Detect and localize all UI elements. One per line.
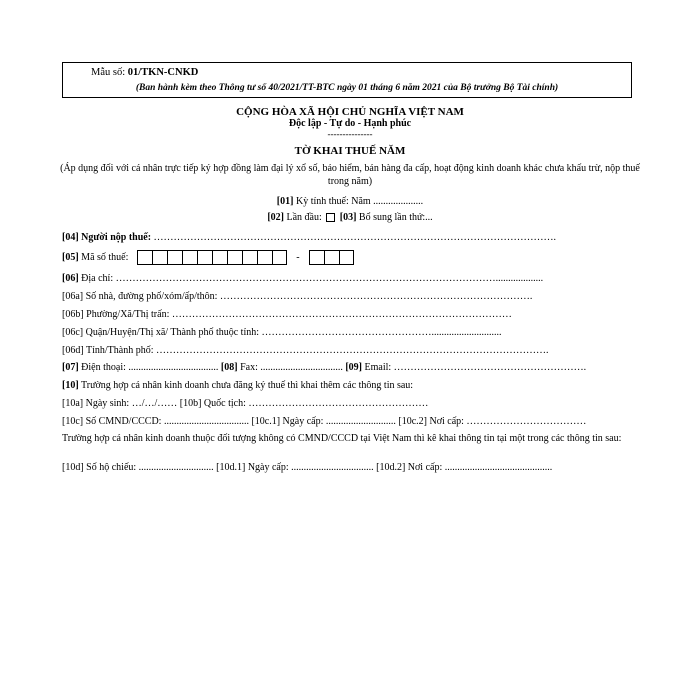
field-07-09: [62, 362, 586, 373]
field-06-code: [06]: [62, 273, 79, 284]
field-06: [62, 273, 543, 284]
field-09-code: [09]: [345, 362, 363, 373]
field-03-text[interactable]: Bổ sung lần thứ:...: [356, 212, 433, 223]
tax-code-digit-box[interactable]: [167, 250, 182, 265]
field-06-text[interactable]: Địa chỉ: ……………………………………………………………………………………………………...................: [78, 273, 544, 284]
field-01-code: [01]: [276, 196, 294, 207]
field-05-label: Mã số thuế:: [78, 251, 129, 263]
field-06c[interactable]: [06c] Quận/Huyện/Thị xã/ Thành phố thuộc tỉnh: ……………………………………………............................: [62, 327, 502, 338]
field-06a[interactable]: [06a] Số nhà, đường phố/xóm/ấp/thôn: ………………………………………………………………………………….: [62, 291, 533, 302]
field-04-label: [04] Người nộp thuế:: [62, 232, 152, 243]
field-10-code: [10]: [62, 380, 79, 391]
field-02-text: Lần đầu:: [283, 212, 325, 223]
form-code-value: 01/TKN-CNKD: [127, 67, 199, 78]
tax-code-digit-box[interactable]: [242, 250, 257, 265]
tax-code-boxes[interactable]: [137, 250, 287, 265]
tax-code-digit-box[interactable]: [182, 250, 197, 265]
field-10: [62, 380, 413, 391]
field-08-code: [08]: [220, 362, 238, 373]
field-05-code: [05]: [62, 251, 79, 263]
issuance-note: (Ban hành kèm theo Thông tư số 40/2021/TT-BTC ngày 01 tháng 6 năm 2021 của Bộ trưởng Bộ Tài chính): [135, 83, 559, 93]
form-code-label: Mẫu số:: [91, 67, 128, 78]
email-field[interactable]: Email: ………………………………………………….: [362, 362, 587, 373]
form-title: TỜ KHAI THUẾ NĂM: [294, 145, 406, 157]
tax-code-digit-box[interactable]: [272, 250, 287, 265]
tax-code-branch-boxes[interactable]: [309, 250, 354, 265]
field-06d[interactable]: [06d] Tỉnh/Thành phố: ……………………………………………………………………………………………………….: [62, 345, 549, 356]
form-header-box: [62, 62, 632, 98]
field-05: [62, 250, 354, 265]
tax-code-separator: -: [296, 252, 300, 263]
field-10-note: Trường hợp cá nhân kinh doanh thuộc đối tượng không có CMND/CCCD tại Việt Nam thì kê khai thông tin tại một trong các thông tin sau:: [62, 433, 622, 444]
field-01: [0, 196, 700, 207]
field-02-03: [0, 212, 700, 223]
field-07-code: [07]: [62, 362, 79, 373]
form-code: [91, 67, 198, 78]
tax-code-digit-box[interactable]: [324, 250, 339, 265]
first-time-checkbox[interactable]: [326, 213, 335, 222]
tax-code-digit-box[interactable]: [197, 250, 212, 265]
tax-code-digit-box[interactable]: [309, 250, 324, 265]
tax-code-digit-box[interactable]: [152, 250, 167, 265]
tax-code-digit-box[interactable]: [227, 250, 242, 265]
field-10a-10b[interactable]: [10a] Ngày sinh: …/…/…… [10b] Quốc tịch: ………………………………………………: [62, 398, 429, 409]
field-03-code: [03]: [339, 212, 357, 223]
tax-code-digit-box[interactable]: [137, 250, 152, 265]
field-10-text: Trường hợp cá nhân kinh doanh chưa đăng ký thuế thì khai thêm các thông tin sau:: [78, 380, 414, 391]
divider-dashes: ---------------: [327, 129, 373, 139]
tax-code-digit-box[interactable]: [339, 250, 354, 265]
tax-code-digit-box[interactable]: [212, 250, 227, 265]
tax-code-digit-box[interactable]: [257, 250, 272, 265]
motto: Độc lập - Tự do - Hạnh phúc: [288, 118, 412, 129]
scope-note: (Áp dụng đối với cá nhân trực tiếp ký hợp đồng làm đại lý xổ số, bảo hiểm, bán hàng đa cấp, hoạt động kinh doanh khác chưa khấu trừ, nộp thuế trong năm): [60, 163, 640, 187]
field-01-text[interactable]: Kỳ tính thuế: Năm ....................: [293, 196, 424, 207]
nation-title: CỘNG HÒA XÃ HỘI CHỦ NGHĨA VIỆT NAM: [236, 106, 464, 118]
field-02-code: [02]: [267, 212, 284, 223]
field-04-value[interactable]: ………………………………………………………………………………………………………….: [151, 232, 557, 243]
field-06b[interactable]: [06b] Phường/Xã/Thị trấn: …………………………………………………………………………………………: [62, 309, 512, 320]
fax-field[interactable]: Fax: .................................: [237, 362, 343, 373]
field-10c[interactable]: [10c] Số CMND/CCCD: .................................. [10c.1] Ngày cấp: ............................ [10c.2] Nơi cấp: ………………………………: [62, 416, 587, 427]
field-10d[interactable]: [10d] Số hộ chiếu: .............................. [10d.1] Ngày cấp: ................................. [10d.2] Nơi cấp: ...........................................: [62, 462, 553, 473]
phone-field[interactable]: Điện thoại: ....................................: [78, 362, 219, 373]
field-04: [62, 232, 556, 243]
